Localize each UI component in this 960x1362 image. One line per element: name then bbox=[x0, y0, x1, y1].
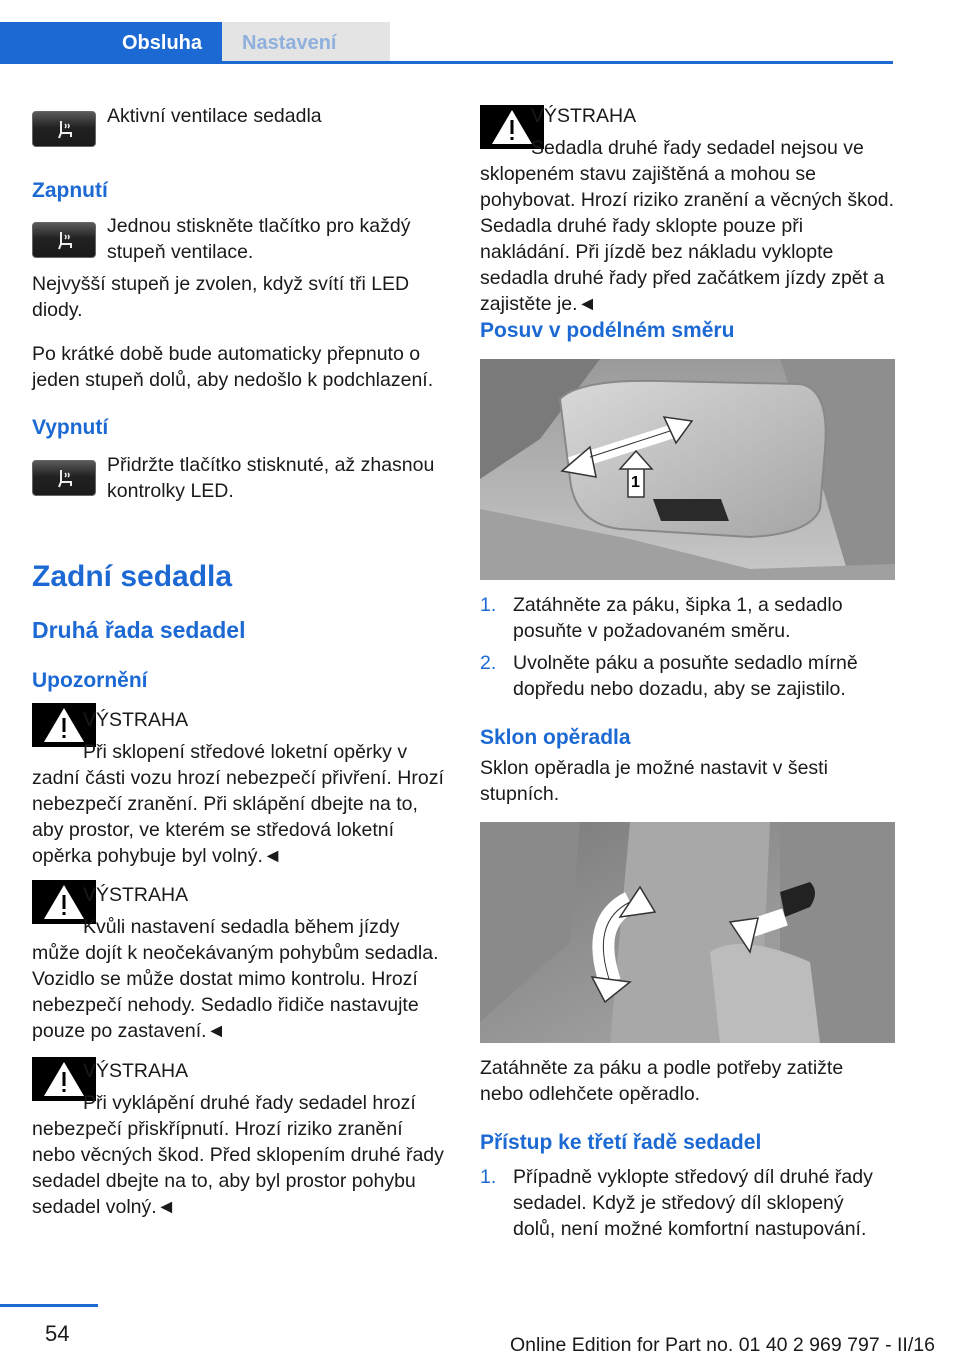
tab-underline bbox=[0, 61, 893, 64]
warning-title: VÝSTRAHA bbox=[83, 709, 189, 731]
step-number: 1. bbox=[480, 1166, 497, 1188]
after-photo-text: Zatáhněte za páku a podle potřeby zatižte nebo odlehčete opěradlo. bbox=[480, 1057, 844, 1105]
step-text: Případně vyklopte středový díl druhé řady sedadel. Když je středový díl sklopený dolů, není možné komfortní nastupování. bbox=[513, 1166, 873, 1240]
zapnuti-p1: Nejvyšší stupeň je zvolen, když svítí tři LED diody. bbox=[32, 273, 410, 321]
heading-sklon: Sklon opěradla bbox=[480, 726, 631, 749]
warning-text: Při sklopení středové loketní opěrky v zadní části vozu hrozí nebezpečí přivření. Hrozí nebezpečí zranění. Při sklápění dbejte na to, aby prostor, ve kterém se středová loketní opěrka pohybuje byl volný.◄ bbox=[32, 741, 444, 867]
warning-text: Sedadla druhé řady sedadel nejsou ve sklopeném stavu zajištěná a mohou se pohybovat. Hrozí riziko zranění a věcných škod. Sedadla druhé řady sklopte pouze při nakládání. Při jízdě bez nákladu vyklopte sedadla druhé řady před začátkem jízdy zpět a zajistěte je.◄ bbox=[480, 137, 895, 315]
subsection-title: Druhá řada sedadel bbox=[32, 617, 246, 643]
heading-vypnuti: Vypnutí bbox=[32, 416, 109, 439]
tab-obsluha[interactable]: Obsluha bbox=[0, 22, 222, 64]
warning-title: VÝSTRAHA bbox=[83, 884, 189, 906]
heading-zapnuti: Zapnutí bbox=[32, 179, 108, 202]
step-text: Zatáhněte za páku, šipka 1, a sedadlo posuňte v požadovaném směru. bbox=[513, 594, 843, 642]
step-number: 2. bbox=[480, 652, 497, 674]
warning-text: Při vyklápění druhé řady sedadel hrozí nebezpečí přiskřípnutí. Hrozí riziko zranění nebo věcných škod. Před sklopením druhé řady sedadel dbejte na to, aby byl prostor pohybu sedadel volný.◄ bbox=[32, 1092, 444, 1218]
heading-pristup: Přístup ke třetí řadě sedadel bbox=[480, 1131, 762, 1154]
heading-posuv: Posuv v podélném směru bbox=[480, 319, 735, 342]
seat-slide-photo bbox=[480, 359, 895, 580]
warning-title: VÝSTRAHA bbox=[531, 105, 637, 127]
arrow-1-label: 1 bbox=[631, 474, 640, 491]
intro-label: Aktivní ventilace sedadla bbox=[107, 105, 322, 127]
section-title: Zadní sedadla bbox=[32, 560, 233, 593]
footer-line bbox=[0, 1304, 98, 1307]
vypnuti-step: Přidržte tlačítko stisknuté, až zhasnou kontrolky LED. bbox=[107, 454, 435, 502]
edition-text: Online Edition for Part no. 01 40 2 969 797 - II/16 bbox=[510, 1334, 935, 1356]
backrest-photo bbox=[480, 822, 895, 1043]
seat-ventilation-button-icon bbox=[32, 111, 96, 147]
seat-ventilation-button-icon bbox=[32, 222, 96, 258]
tab-nastaveni[interactable]: Nastavení bbox=[222, 22, 390, 64]
top-tab-bar bbox=[0, 22, 893, 64]
step-number: 1. bbox=[480, 594, 497, 616]
warning-title: VÝSTRAHA bbox=[83, 1060, 189, 1082]
heading-upozorneni: Upozornění bbox=[32, 669, 148, 692]
zapnuti-p2: Po krátké době bude automaticky přepnuto o jeden stupeň dolů, aby nedošlo k podchlazení. bbox=[32, 343, 434, 391]
sklon-text: Sklon opěradla je možné nastavit v šesti stupních. bbox=[480, 757, 828, 805]
warning-text: Kvůli nastavení sedadla během jízdy může dojít k neočekávaným pohybům sedadla. Vozidlo se může dostat mimo kontrolu. Hrozí nebezpečí nehody. Sedadlo řidiče nastavujte pouze po zastavení.◄ bbox=[32, 916, 439, 1042]
page-number: 54 bbox=[45, 1321, 70, 1346]
seat-ventilation-button-icon bbox=[32, 460, 96, 496]
step-text: Uvolněte páku a posuňte sedadlo mírně dopředu nebo dozadu, aby se zajistilo. bbox=[513, 652, 858, 700]
zapnuti-step: Jednou stiskněte tlačítko pro každý stupeň ventilace. bbox=[107, 215, 411, 263]
